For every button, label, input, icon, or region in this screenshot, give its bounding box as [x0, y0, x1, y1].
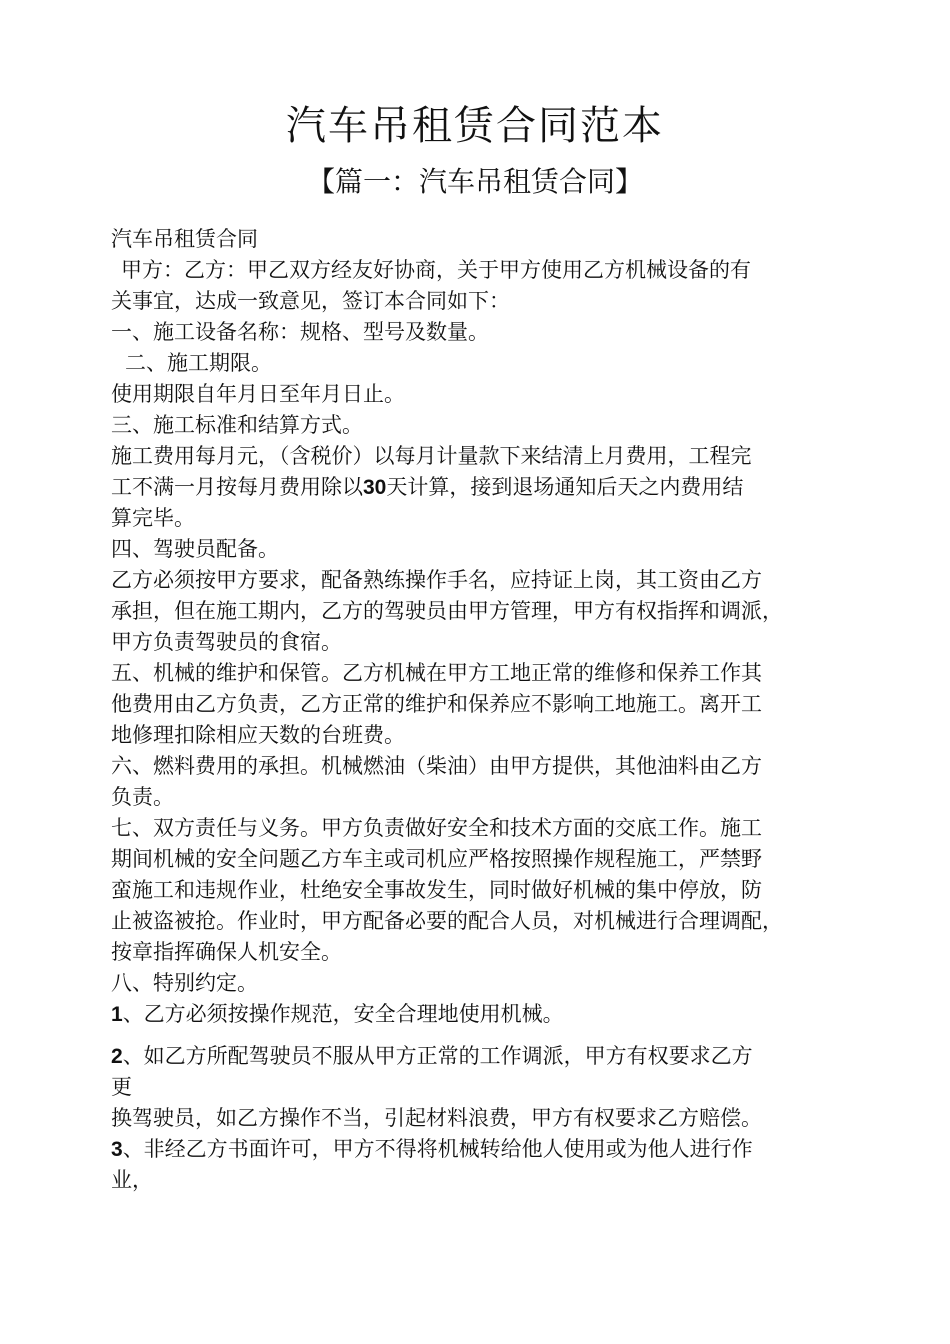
item-number: 3 — [111, 1138, 123, 1161]
paragraph-line: 承担，但在施工期内，乙方的驾驶员由甲方管理，甲方有权指挥和调派， — [111, 599, 783, 623]
paragraph-line: 乙方必须按甲方要求，配备熟练操作手名，应持证上岗，其工资由乙方 — [111, 568, 762, 592]
paragraph-line: 地修理扣除相应天数的台班费。 — [111, 723, 405, 747]
paragraph-line: 换驾驶员，如乙方操作不当，引起材料浪费，甲方有权要求乙方赔偿。 — [111, 1106, 762, 1130]
paragraph-line: 蛮施工和违规作业，杜绝安全事故发生，同时做好机械的集中停放，防 — [111, 878, 762, 902]
section-heading: 六、燃料费用的承担。机械燃油（柴油）由甲方提供，其他油料由乙方 — [111, 754, 762, 778]
contract-heading: 汽车吊租赁合同 — [111, 227, 258, 251]
paragraph-line: 业， — [111, 1168, 153, 1192]
paragraph-line: 负责。 — [111, 785, 174, 809]
section-heading: 五、机械的维护和保管。乙方机械在甲方工地正常的维修和保养工作其 — [111, 661, 762, 685]
section-heading: 四、驾驶员配备。 — [111, 537, 279, 561]
paragraph-line: 施工费用每月元，（含税价）以每月计量款下来结清上月费用，工程完 — [111, 444, 752, 468]
document-subtitle: 【篇一：汽车吊租赁合同】 — [306, 165, 643, 198]
paragraph-line: 甲方负责驾驶员的食宿。 — [111, 630, 342, 654]
paragraph-line: 按章指挥确保人机安全。 — [111, 940, 342, 964]
item-number: 1 — [111, 1003, 123, 1026]
paragraph-line: 关事宜，达成一致意见，签订本合同如下： — [111, 289, 510, 313]
paragraph-line: 期间机械的安全问题乙方车主或司机应严格按照操作规程施工，严禁野 — [111, 847, 762, 871]
paragraph-line: 算完毕。 — [111, 506, 195, 530]
section-heading: 八、特别约定。 — [111, 971, 258, 995]
section-heading: 七、双方责任与义务。甲方负责做好安全和技术方面的交底工作。施工 — [111, 816, 762, 840]
document-body — [111, 224, 841, 1196]
text-segment: 工不满一月按每月费用除以 — [111, 475, 363, 499]
document-title: 汽车吊租赁合同范本 — [286, 103, 664, 149]
item-number: 2 — [111, 1045, 123, 1068]
section-heading: 二、施工期限。 — [125, 351, 272, 375]
paragraph-line: 止被盗被抢。作业时，甲方配备必要的配合人员，对机械进行合理调配， — [111, 909, 783, 933]
text-segment: 、非经乙方书面许可，甲方不得将机械转给他人使用或为他人进行作 — [122, 1137, 753, 1161]
paragraph-line: 更 — [111, 1075, 132, 1099]
text-segment: 天计算，接到退场通知后天之内费用结 — [386, 475, 744, 499]
list-item — [111, 1041, 841, 1072]
number-30: 30 — [363, 476, 387, 499]
paragraph-line — [111, 472, 841, 503]
text-segment: 、乙方必须按操作规范，安全合理地使用机械。 — [122, 1002, 564, 1026]
paragraph-line: 他费用由乙方负责，乙方正常的维护和保养应不影响工地施工。离开工 — [111, 692, 762, 716]
section-heading: 一、施工设备名称：规格、型号及数量。 — [111, 320, 489, 344]
paragraph-line: 使用期限自年月日至年月日止。 — [111, 382, 405, 406]
paragraph-line: 甲方：乙方：甲乙双方经友好协商，关于甲方使用乙方机械设备的有 — [121, 258, 751, 282]
list-item — [111, 999, 841, 1030]
section-heading: 三、施工标准和结算方式。 — [111, 413, 363, 437]
list-item — [111, 1134, 841, 1165]
text-segment: 、如乙方所配驾驶员不服从甲方正常的工作调派，甲方有权要求乙方 — [122, 1044, 753, 1068]
